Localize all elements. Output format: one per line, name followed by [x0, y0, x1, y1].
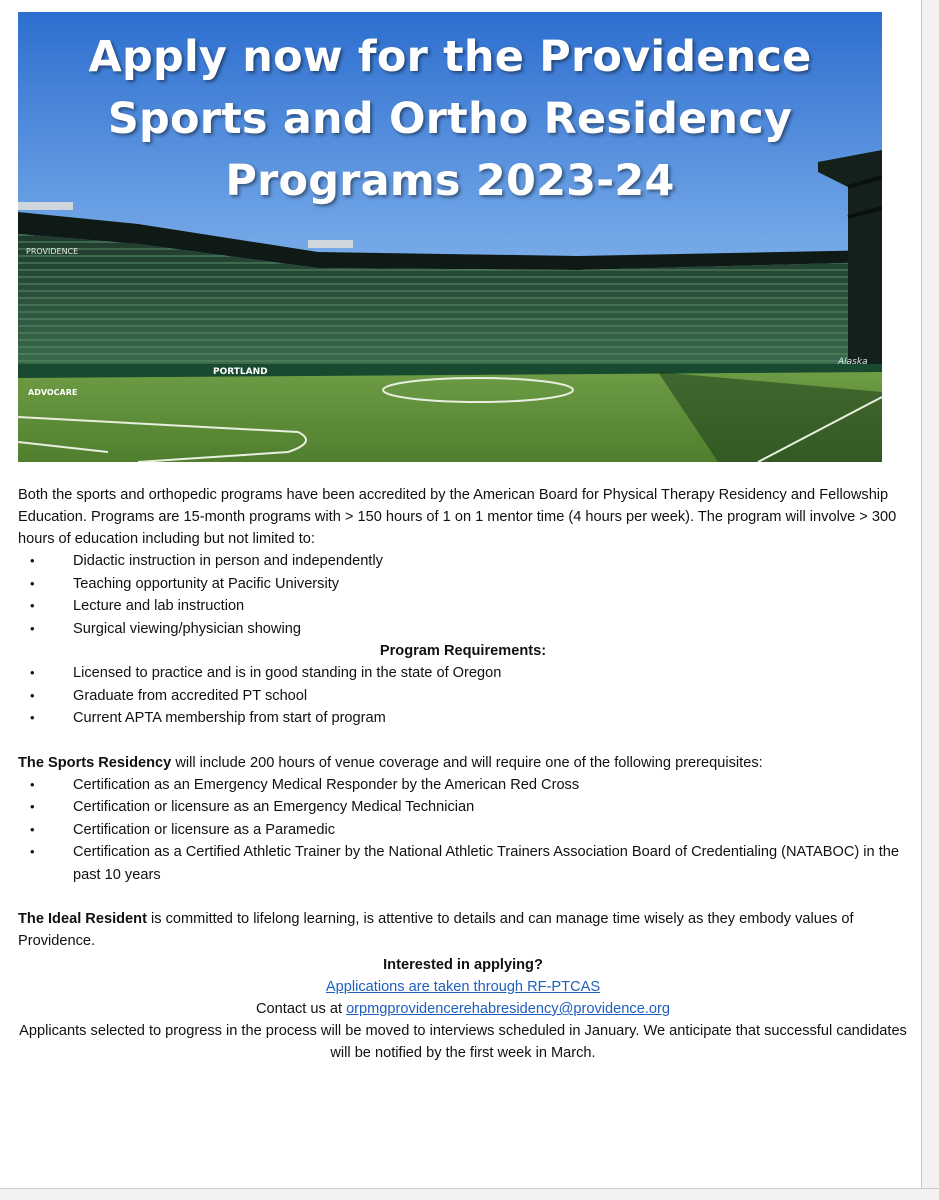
list-item: • Lecture and lab instruction — [18, 595, 908, 618]
stadium-sign-alaska: Alaska — [838, 357, 868, 367]
requirements-list — [18, 662, 908, 730]
stadium-hero-image — [18, 12, 882, 462]
title-line-1: Apply now for the Providence — [88, 32, 812, 82]
list-item: • Certification as a Certified Athletic Trainer by the National Athletic Trainers Association Board of Credentialing (NATABOC) in the past 10 years — [18, 841, 908, 886]
apply-heading: Interested in applying? — [383, 957, 543, 973]
page-bottom-edge — [0, 1188, 939, 1200]
title-line-2: Sports and Ortho Residency — [107, 94, 793, 144]
sports-residency-lead: The Sports Residency — [18, 754, 172, 771]
closing-paragraph: Applicants selected to progress in the process will be moved to interviews scheduled in January. We anticipate that successful candidates will be notified by the first week in March. — [19, 1023, 907, 1061]
contact-prefix: Contact us at — [256, 1001, 347, 1017]
apply-link-line — [18, 976, 908, 998]
list-item: • Certification or licensure as an Emergency Medical Technician — [18, 796, 908, 819]
contact-email-link[interactable]: orpmgprovidencerehabresidency@providence.org — [346, 1001, 670, 1017]
stadium-sign-providence: PROVIDENCE — [26, 247, 79, 256]
requirements-heading: Program Requirements: — [379, 643, 547, 659]
contact-line — [18, 998, 908, 1020]
list-item: • Certification as an Emergency Medical Responder by the American Red Cross — [18, 774, 908, 797]
list-item: • Didactic instruction in person and independently — [18, 550, 908, 573]
list-item: • Certification or licensure as a Paramedic — [18, 819, 908, 842]
page-title — [18, 26, 882, 212]
prerequisites-list — [18, 774, 908, 887]
list-item: • Surgical viewing/physician showing — [18, 618, 908, 641]
sports-residency-paragraph — [18, 752, 908, 774]
education-list — [18, 550, 908, 640]
ideal-resident-paragraph — [18, 908, 908, 952]
stadium-sign-advocare: ADVOCARE — [28, 388, 78, 397]
list-item: • Graduate from accredited PT school — [18, 685, 908, 708]
stadium-sign-portland: PORTLAND — [213, 367, 268, 377]
page-edge — [921, 0, 939, 1200]
list-item: • Licensed to practice and is in good standing in the state of Oregon — [18, 662, 908, 685]
rf-ptcas-link[interactable]: Applications are taken through RF-PTCAS — [325, 979, 601, 995]
ideal-resident-text: is committed to lifelong learning, is attentive to details and can manage time wisely as they embody values of Providence. — [18, 911, 854, 949]
list-item: • Current APTA membership from start of program — [18, 707, 908, 730]
list-item: • Teaching opportunity at Pacific University — [18, 573, 908, 596]
intro-paragraph: Both the sports and orthopedic programs have been accredited by the American Board for Physical Therapy Residency and Fellowship Education. Programs are 15-month programs with > 150 hours of 1 on 1 mentor time (4 hours per week). The program will involve > 300 hours of education including but not limited to: — [18, 487, 897, 547]
title-line-3: Programs 2023-24 — [225, 156, 675, 206]
document-body — [18, 484, 908, 1064]
ideal-resident-lead: The Ideal Resident — [18, 911, 147, 927]
sports-residency-text: will include 200 hours of venue coverage and will require one of the following prerequisites: — [171, 754, 763, 771]
